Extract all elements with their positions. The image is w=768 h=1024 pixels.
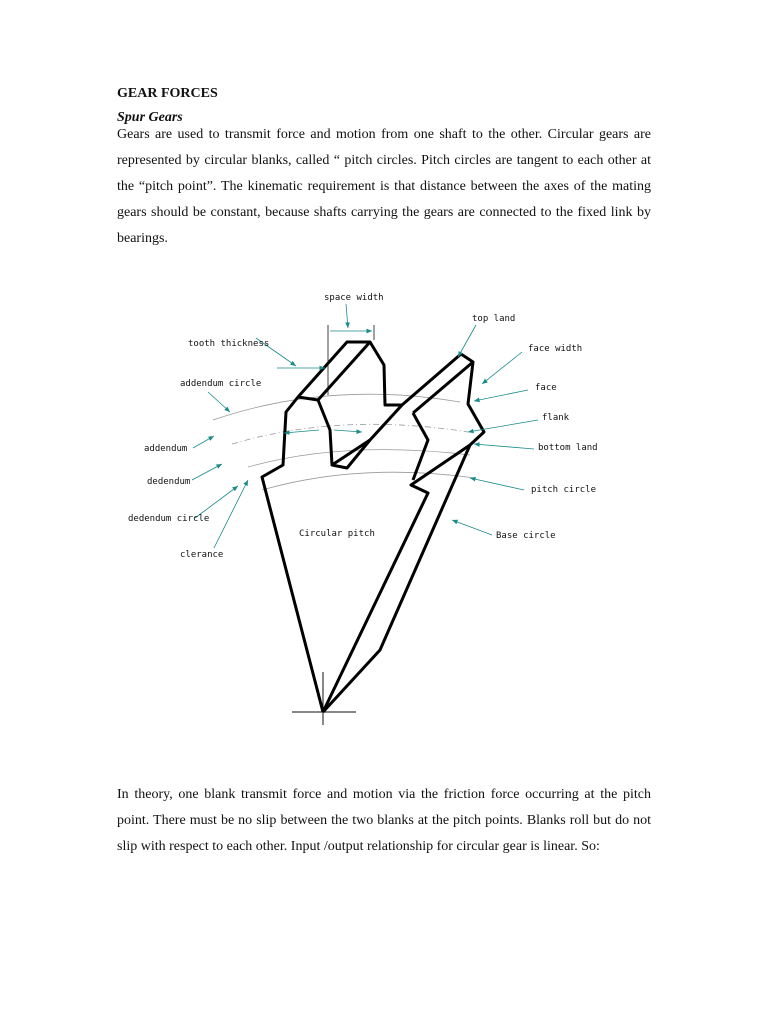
label-addendum-circle: addendum circle bbox=[180, 379, 262, 389]
label-dedendum-circle: dedendum circle bbox=[128, 514, 210, 524]
document-title: GEAR FORCES bbox=[117, 86, 218, 101]
label-pitch-circle: pitch circle bbox=[531, 485, 597, 495]
label-circular-pitch: Circular pitch bbox=[299, 529, 375, 539]
label-bottom-land: bottom land bbox=[538, 443, 598, 453]
document-subtitle: Spur Gears bbox=[117, 110, 183, 125]
gear-tooth-outline bbox=[262, 342, 484, 712]
gear-diagram bbox=[110, 285, 600, 725]
label-flank: flank bbox=[542, 413, 570, 423]
base-circle-arc bbox=[262, 472, 475, 490]
label-base-circle: Base circle bbox=[496, 531, 556, 541]
theory-paragraph: In theory, one blank transmit force and motion via the friction force occurring at the pitch point. There must be no slip between the two blanks at the pitch points. Blanks roll but do not slip with respect to each other. Input /output relationship for circular gear is linear. So: bbox=[117, 787, 651, 854]
gear-diagram-svg bbox=[110, 285, 600, 725]
label-addendum: addendum bbox=[144, 444, 188, 454]
intro-paragraph: Gears are used to transmit force and motion from one shaft to the other. Circular gears are represented by circular blanks, called “ pitch circles. Pitch circles are tangent to each other at the “pitch point”. The kinematic requirement is that distance between the axes of the mating gears should be constant, because shafts carrying the gears are connected to the fixed link by bearings. bbox=[117, 127, 651, 246]
label-tooth-thickness: tooth thickness bbox=[188, 339, 270, 349]
label-dedendum: dedendum bbox=[147, 477, 191, 487]
label-face-width: face width bbox=[528, 344, 583, 354]
label-clerance: clerance bbox=[180, 550, 224, 560]
label-top-land: top land bbox=[472, 314, 516, 324]
addendum-circle-arc bbox=[213, 394, 460, 420]
label-face: face bbox=[535, 383, 557, 393]
label-space-width: space width bbox=[324, 293, 384, 303]
pitch-circle-arc bbox=[232, 424, 468, 444]
